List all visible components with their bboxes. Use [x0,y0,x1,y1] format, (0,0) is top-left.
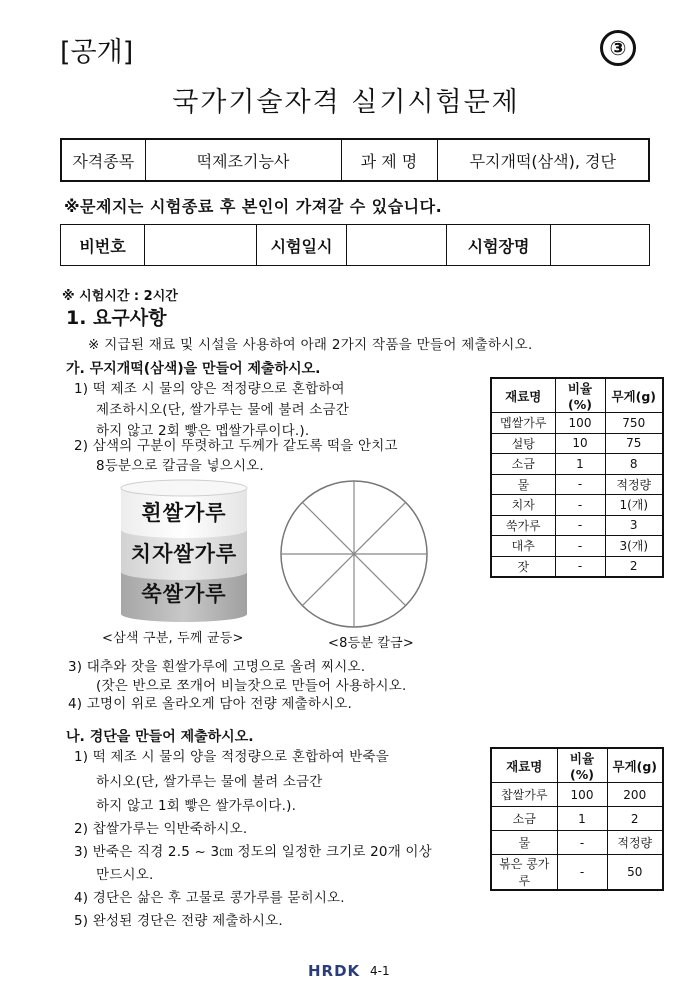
page-number: 4-1 [370,964,390,978]
part-a-line: (잣은 반으로 쪼개어 비늘잣으로 만들어 사용하시오. [96,678,407,694]
table-cell: 멥쌀가루 [491,413,555,434]
qualification-table [60,138,650,182]
table-cell: 2 [605,556,663,577]
part-b-recipe-table [490,747,664,891]
seat-num-value [145,225,257,266]
table-cell: 2 [607,807,663,831]
table-cell: 1 [557,807,607,831]
part-a-line: 3) 대추와 잣을 흰쌀가루에 고명으로 올려 찌시오. [68,659,366,675]
part-b-title: 나. 경단을 만들어 제출하시오. [66,729,254,745]
table-cell: 치자 [491,495,555,516]
table-cell: - [555,515,605,536]
exam-time: ※ 시험시간 : 2시간 [62,289,178,304]
cake-layer-label: 흰쌀가루 [141,501,227,525]
table-cell: 100 [555,413,605,434]
table-row [491,807,663,831]
caption-left: <삼색 구분, 두께 균등> [102,631,244,646]
part-a-line: 1) 떡 제조 시 물의 양은 적정량으로 혼합하여 [74,381,345,397]
qual-value: 떡제조기능사 [145,139,341,181]
part-a-line: 8등분으로 칼금을 넣으시오. [96,458,264,474]
table-cell: 1(개) [605,495,663,516]
cake-top [121,480,247,496]
section-title: 1. 요구사항 [66,307,167,329]
part-a-line: 하지 않고 2회 빻은 멥쌀가루이다.). [96,423,310,439]
part-b-line: 하지 않고 1회 빻은 쌀가루이다.). [96,798,297,814]
table-row [491,474,663,495]
exam-place-value [551,225,650,266]
table-cell: 볶은 콩가루 [491,855,557,891]
table-cell: 찹쌀가루 [491,783,557,807]
table-cell: 물 [491,831,557,855]
table-cell: - [555,474,605,495]
section-note: ※ 지급된 재료 및 시설을 사용하여 아래 2가지 작품을 만들어 제출하시오. [88,337,533,353]
table-cell: 소금 [491,807,557,831]
table-cell: 적정량 [607,831,663,855]
table-cell: - [557,855,607,891]
table-cell: 3 [605,515,663,536]
exam-date-label: 시험일시 [257,225,347,266]
notice-text: ※문제지는 시험종료 후 본인이 가져갈 수 있습니다. [64,197,443,216]
hrdk-logo: HRDK [308,962,361,980]
table-row [491,831,663,855]
table-cell: 50 [607,855,663,891]
part-b-line: 하시오(단, 쌀가루는 물에 불려 소금간 [96,774,323,790]
table-cell: 설탕 [491,433,555,454]
table-cell: 100 [557,783,607,807]
exam-place-label: 시험장명 [447,225,551,266]
table-cell: 적정량 [605,474,663,495]
table-header: 비율(%) [557,748,607,783]
table-cell: 쑥가루 [491,515,555,536]
part-a-title: 가. 무지개떡(삼색)을 만들어 제출하시오. [66,361,321,377]
seat-num-label: 비번호 [61,225,145,266]
part-a-recipe-table [490,377,664,578]
part-b-line: 1) 떡 제조 시 물의 양을 적정량으로 혼합하여 반죽을 [74,749,390,765]
table-cell: 소금 [491,454,555,475]
table-cell: 750 [605,413,663,434]
table-row [491,536,663,557]
table-cell: - [555,495,605,516]
part-a-line: 제조하시오(단, 쌀가루는 물에 불려 소금간 [96,402,350,418]
exam-info-table [60,224,650,266]
table-row [491,454,663,475]
part-b-line: 2) 찹쌀가루는 익반죽하시오. [74,821,248,837]
table-cell: - [555,556,605,577]
cake-layer-label: 치자쌀가루 [130,542,238,566]
table-cell: 200 [607,783,663,807]
task-label: 과 제 명 [341,139,437,181]
part-a-line: 4) 고명이 위로 올라오게 담아 전량 제출하시오. [68,696,353,712]
table-row [491,413,663,434]
table-row [491,855,663,891]
part-b-line: 4) 경단은 삶은 후 고물로 콩가루를 묻히시오. [74,890,345,906]
part-b-line: 만드시오. [96,867,154,883]
table-row [491,495,663,516]
table-header: 무게(g) [607,748,663,783]
table-row [491,556,663,577]
task-value: 무지개떡(삼색), 경단 [437,139,649,181]
public-tag: [공개] [60,37,134,68]
table-header: 비율(%) [555,378,605,413]
table-cell: 75 [605,433,663,454]
qual-label: 자격종목 [61,139,145,181]
table-cell: 잣 [491,556,555,577]
table-cell: - [555,536,605,557]
table-row [491,515,663,536]
table-cell: 10 [555,433,605,454]
table-cell: - [557,831,607,855]
exam-date-value [347,225,447,266]
part-b-line: 5) 완성된 경단은 전량 제출하시오. [74,913,283,929]
table-cell: 1 [555,454,605,475]
table-header: 재료명 [491,748,557,783]
table-cell: 3(개) [605,536,663,557]
table-row [491,433,663,454]
caption-right: <8등분 칼금> [328,636,415,651]
table-header: 재료명 [491,378,555,413]
cake-layer-label: 쑥쌀가루 [141,582,227,606]
problem-number: ③ [600,30,636,66]
page-title: 국가기술자격 실기시험문제 [172,87,520,118]
table-cell: 대추 [491,536,555,557]
part-b-line: 3) 반죽은 직경 2.5 ~ 3㎝ 정도의 일정한 크기로 20개 이상 [74,844,432,860]
part-a-line: 2) 삼색의 구분이 뚜렷하고 두께가 같도록 떡을 안치고 [74,438,398,454]
eight-cut-diagram [278,478,430,630]
table-header: 무게(g) [605,378,663,413]
table-cell: 물 [491,474,555,495]
table-cell: 8 [605,454,663,475]
table-row [491,783,663,807]
